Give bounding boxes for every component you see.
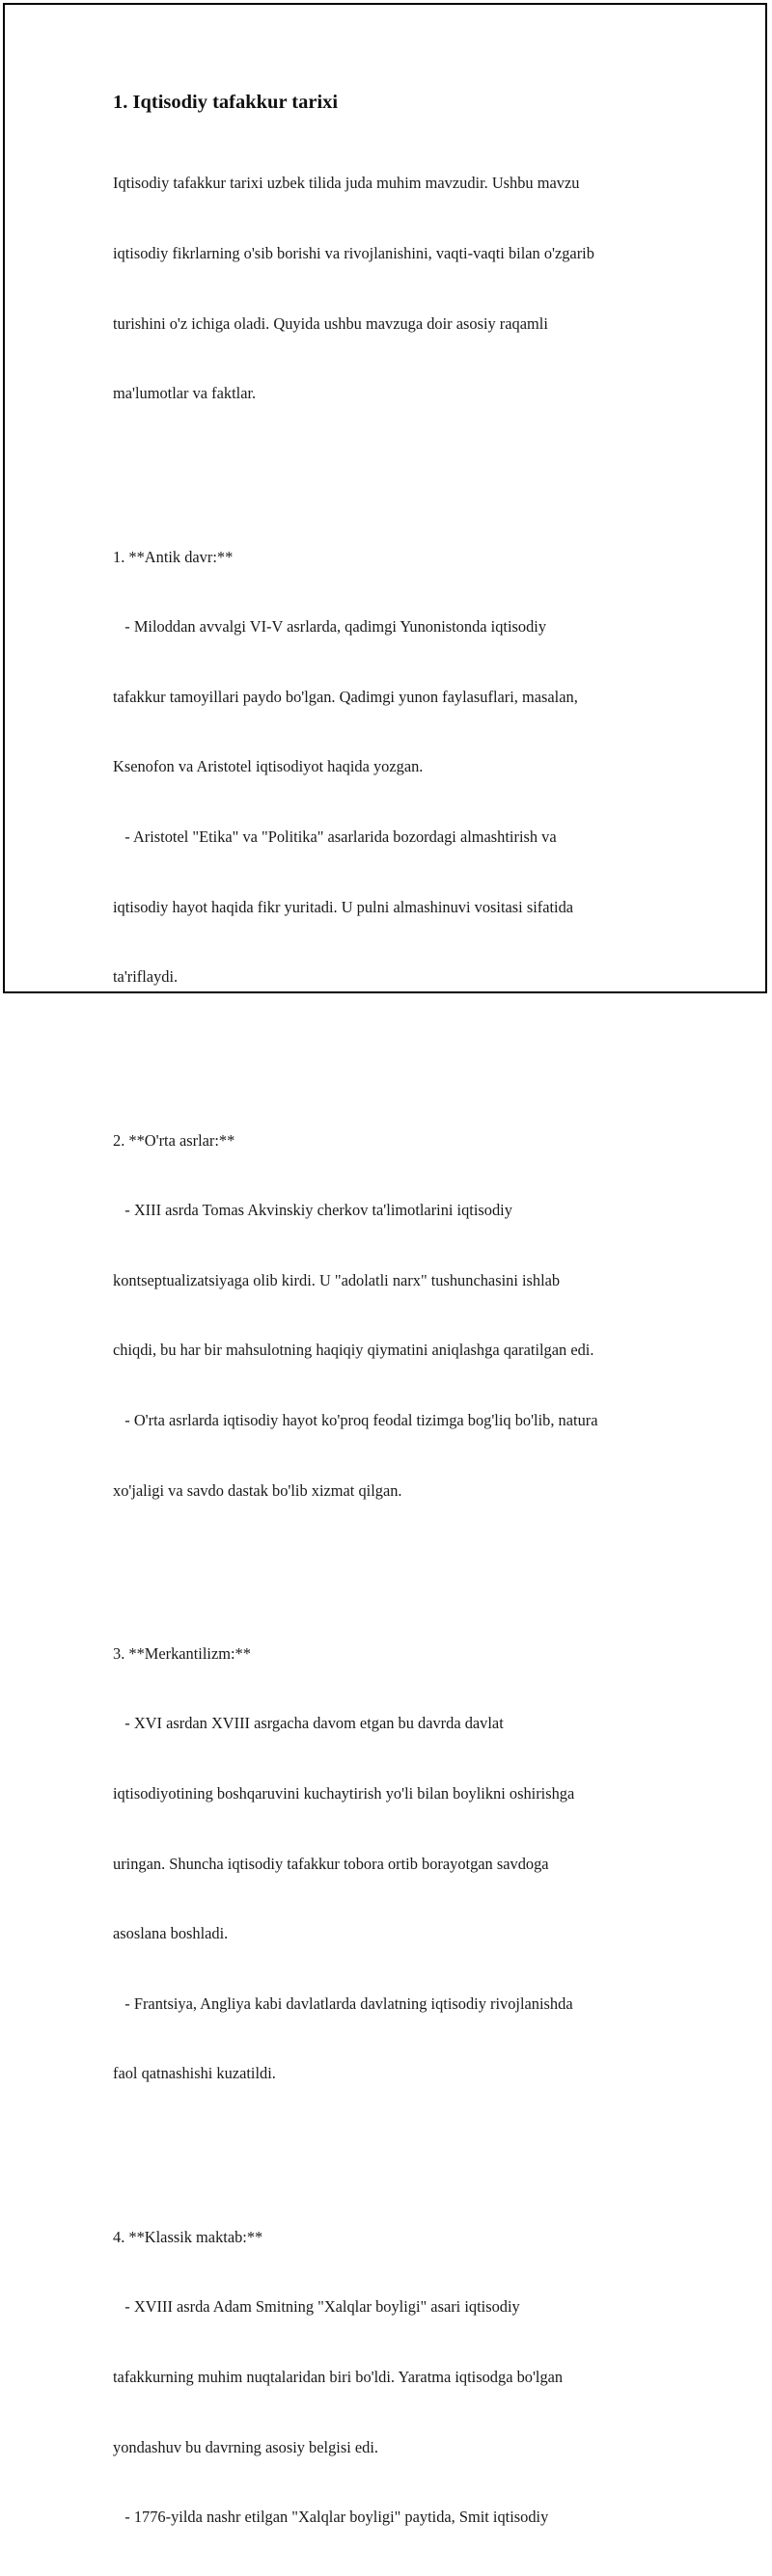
intro-line: turishini o'z ichiga oladi. Quyida ushbu mavzuga doir asosiy raqamli [113,313,548,333]
intro-paragraph [113,125,692,2576]
paragraph-gap [113,452,692,475]
section-line: asoslana boshladi. [113,1924,229,1943]
section-heading-merkantilizm: 3. **Merkantilizm:** [113,1643,251,1663]
section-line: - XVI asrdan XVIII asrgacha davom etgan bu davrda davlat [113,1714,504,1733]
paragraph-gap [113,2132,692,2156]
section-line: xo'jaligi va savdo dastak bo'lib xizmat qilgan. [113,1480,402,1500]
section-heading-antik: 1. **Antik davr:** [113,547,234,566]
document-title: 1. Iqtisodiy tafakkur tarixi [113,92,339,113]
section-line: tafakkurning muhim nuqtalaridan biri bo'ldi. Yaratma iqtisodga bo'lgan [113,2368,564,2387]
section-line: - XVIII asrda Adam Smitning "Xalqlar boyligi" asari iqtisodiy [113,2297,520,2317]
section-line: ta'riflaydi. [113,967,179,987]
section-line: uringan. Shuncha iqtisodiy tafakkur tobora ortib borayotgan savdoga [113,1854,549,1873]
section-heading-klassik-maktab: 4. **Klassik maktab:** [113,2227,263,2246]
intro-line: ma'lumotlar va faktlar. [113,384,257,403]
paragraph-gap [113,1036,692,1059]
section-line: tafakkur tamoyillari paydo bo'lgan. Qadimgi yunon faylasuflari, masalan, [113,687,578,706]
section-line: - Frantsiya, Angliya kabi davlatlarda davlatning iqtisodiy rivojlanishda [113,1993,573,2013]
section-line: iqtisodiyotining boshqaruvini kuchaytirish yo'li bilan boylikni oshirishga [113,1784,575,1803]
section-line: - O'rta asrlarda iqtisodiy hayot ko'proq feodal tizimga bog'liq bo'lib, natura [113,1410,598,1429]
section-line: - Miloddan avvalgi VI-V asrlarda, qadimgi Yunonistonda iqtisodiy [113,617,547,637]
section-line: chiqdi, bu har bir mahsulotning haqiqiy qiymatini aniqlashga qaratilgan edi. [113,1341,594,1360]
section-line: Ksenofon va Aristotel iqtisodiyot haqida yozgan. [113,757,424,776]
section-line: faol qatnashishi kuzatildi. [113,2064,276,2083]
section-line: - Aristotel "Etika" va "Politika" asarlarida bozordagi almashtirish va [113,827,557,846]
section-line: - 1776-yilda nashr etilgan "Xalqlar boyligi" paytida, Smit iqtisodiy [113,2508,549,2527]
document-body [113,89,692,2576]
section-line: yondashuv bu davrning asosiy belgisi edi. [113,2437,378,2456]
intro-line: iqtisodiy fikrlarning o'sib borishi va rivojlanishini, vaqti-vaqti bilan o'zgarib [113,244,594,262]
paragraph-gap [113,1549,692,1572]
intro-line: Iqtisodiy tafakkur tarixi uzbek tilida juda muhim mavzudir. Ushbu mavzu [113,174,580,193]
section-heading-orta-asrlar: 2. **O'rta asrlar:** [113,1130,235,1150]
section-line: iqtisodiy hayot haqida fikr yuritadi. U pulni almashinuvi vositasi sifatida [113,897,574,916]
section-line: kontseptualizatsiyaga olib kirdi. U "adolatli narx" tushunchasini ishlab [113,1270,561,1289]
section-line: - XIII asrda Tomas Akvinskiy cherkov ta'limotlarini iqtisodiy [113,1201,512,1220]
